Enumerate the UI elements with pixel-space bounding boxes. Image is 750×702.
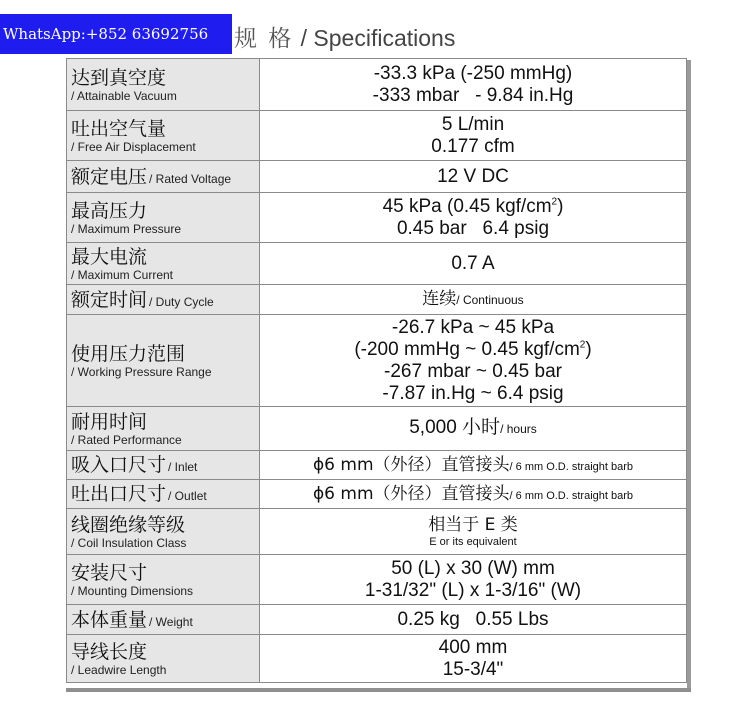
spec-value-line: 45 kPa (0.45 kgf/$cm^2$) xyxy=(382,195,564,217)
spec-row-outlet xyxy=(67,480,687,509)
spec-label-cn: 本体重量 xyxy=(71,608,148,631)
spec-row-duty-cycle xyxy=(67,285,687,315)
specifications-table xyxy=(66,58,687,683)
spec-row-maximum-current xyxy=(67,243,687,285)
spec-value xyxy=(260,193,687,243)
spec-value xyxy=(260,59,687,111)
spec-row-weight xyxy=(67,605,687,635)
spec-label xyxy=(67,193,260,243)
spec-label-cn: 使用压力范围 xyxy=(71,342,186,365)
spec-value-en: E or its equivalent xyxy=(429,536,517,548)
spec-label-cn: 达到真空度 xyxy=(71,66,167,89)
spec-label-cn: 最高压力 xyxy=(71,199,148,222)
spec-value xyxy=(260,315,687,407)
spec-label xyxy=(67,480,260,509)
whatsapp-watermark: WhatsApp:+852 63692756 xyxy=(0,14,232,54)
spec-value-en: / hours xyxy=(500,422,537,436)
spec-label-en: / Weight xyxy=(149,614,193,629)
spec-label xyxy=(67,285,260,315)
spec-label-cn: 最大电流 xyxy=(71,245,148,268)
spec-row-coil-insulation-class xyxy=(67,509,687,555)
spec-row-inlet xyxy=(67,451,687,480)
spec-value-en: / Continuous xyxy=(456,293,524,307)
spec-row-working-pressure-range xyxy=(67,315,687,407)
spec-label-en: / Mounting Dimensions xyxy=(71,583,194,598)
spec-label-en: / Maximum Pressure xyxy=(71,221,182,236)
spec-label-cn: 吸入口尺寸 xyxy=(71,454,167,476)
spec-label-cn: 额定电压 xyxy=(71,165,148,188)
spec-label-en: / Working Pressure Range xyxy=(71,364,212,379)
spec-value-line: -333 mbar - 9.84 in.Hg xyxy=(372,84,574,106)
spec-value xyxy=(260,605,687,635)
spec-value-en: / 6 mm O.D. straight barb xyxy=(509,490,634,502)
spec-label xyxy=(67,315,260,407)
spec-label-cn: 线圈绝缘等级 xyxy=(71,513,186,536)
spec-label-en: / Inlet xyxy=(168,460,198,474)
spec-value-en: / 6 mm O.D. straight barb xyxy=(509,461,634,473)
spec-value-line: 0.25 kg 0.55 Lbs xyxy=(397,608,549,630)
spec-row-maximum-pressure xyxy=(67,193,687,243)
spec-value xyxy=(260,451,687,480)
spec-value-line: (-200 mmHg ~ 0.45 kgf/$cm^2$) xyxy=(354,338,592,360)
spec-value-line: 0.45 bar 6.4 psig xyxy=(396,217,550,239)
spec-label xyxy=(67,161,260,193)
spec-value xyxy=(260,635,687,683)
page-title-en: / Specifications xyxy=(300,25,456,51)
spec-value-line: 1-31/32" (L) x 1-3/16" (W) xyxy=(364,579,582,601)
spec-label xyxy=(67,605,260,635)
spec-value xyxy=(260,243,687,285)
spec-label-en: / Leadwire Length xyxy=(71,662,167,677)
spec-label-cn: 导线长度 xyxy=(71,640,148,663)
spec-row-rated-voltage xyxy=(67,161,687,193)
spec-value xyxy=(260,407,687,451)
spec-value-cn: 相当于 E 类 xyxy=(428,515,518,535)
spec-label-en: / Maximum Current xyxy=(71,267,174,282)
spec-label-en: / Coil Insulation Class xyxy=(71,535,187,550)
spec-label xyxy=(67,555,260,605)
spec-value xyxy=(260,480,687,509)
spec-value xyxy=(260,161,687,193)
spec-value-line: -7.87 in.Hg ~ 6.4 psig xyxy=(382,382,564,404)
spec-label-en: / Duty Cycle xyxy=(149,294,214,309)
page-title-cn: 规 格 xyxy=(234,26,294,52)
spec-label xyxy=(67,635,260,683)
page-title xyxy=(234,20,455,53)
spec-row-free-air-displacement xyxy=(67,111,687,161)
spec-label-en: / Attainable Vacuum xyxy=(71,88,177,103)
spec-value xyxy=(260,555,687,605)
spec-value-cn: ϕ6 mm（外径）直管接头 xyxy=(312,455,510,475)
spec-label-cn: 吐出空气量 xyxy=(71,117,167,140)
spec-label-cn: 安装尺寸 xyxy=(71,561,148,584)
spec-label xyxy=(67,407,260,451)
spec-value-cn: 连续 xyxy=(422,289,457,309)
table-shadow-bottom xyxy=(66,688,691,692)
spec-value xyxy=(260,111,687,161)
spec-value-line: -26.7 kPa ~ 45 kPa xyxy=(391,316,555,338)
table-shadow-right xyxy=(687,60,691,692)
spec-row-rated-performance xyxy=(67,407,687,451)
spec-value-cn: ϕ6 mm（外径）直管接头 xyxy=(312,484,510,504)
spec-label-cn: 吐出口尺寸 xyxy=(71,483,167,505)
spec-row-mounting-dimensions xyxy=(67,555,687,605)
spec-value xyxy=(260,285,687,315)
spec-value xyxy=(260,509,687,555)
spec-label xyxy=(67,243,260,285)
spec-value-line: 0.7 A xyxy=(451,252,495,274)
spec-label-cn: 额定时间 xyxy=(71,288,148,311)
spec-label xyxy=(67,59,260,111)
spec-label xyxy=(67,111,260,161)
spec-value-line: 5,000 小时 xyxy=(409,417,501,438)
spec-value-line: 15-3/4" xyxy=(442,658,504,680)
spec-value-line: 50 (L) x 30 (W) mm xyxy=(391,557,555,579)
spec-value-line: -33.3 kPa (-250 mmHg) xyxy=(373,62,573,84)
spec-label-cn: 耐用时间 xyxy=(71,410,148,433)
spec-value-line: 12 V DC xyxy=(437,165,509,187)
spec-row-attainable-vacuum xyxy=(67,59,687,111)
spec-row-leadwire-length xyxy=(67,635,687,683)
spec-label-en: / Free Air Displacement xyxy=(71,139,196,154)
spec-label-en: / Outlet xyxy=(168,489,207,503)
spec-label xyxy=(67,451,260,480)
spec-label xyxy=(67,509,260,555)
spec-label-en: / Rated Performance xyxy=(71,432,182,447)
spec-label-en: / Rated Voltage xyxy=(149,171,232,186)
spec-value-line: 400 mm xyxy=(438,636,508,658)
spec-value-line: -267 mbar ~ 0.45 bar xyxy=(384,360,562,382)
spec-value-line: 0.177 cfm xyxy=(431,135,515,157)
spec-value-line: 5 L/min xyxy=(441,113,505,135)
